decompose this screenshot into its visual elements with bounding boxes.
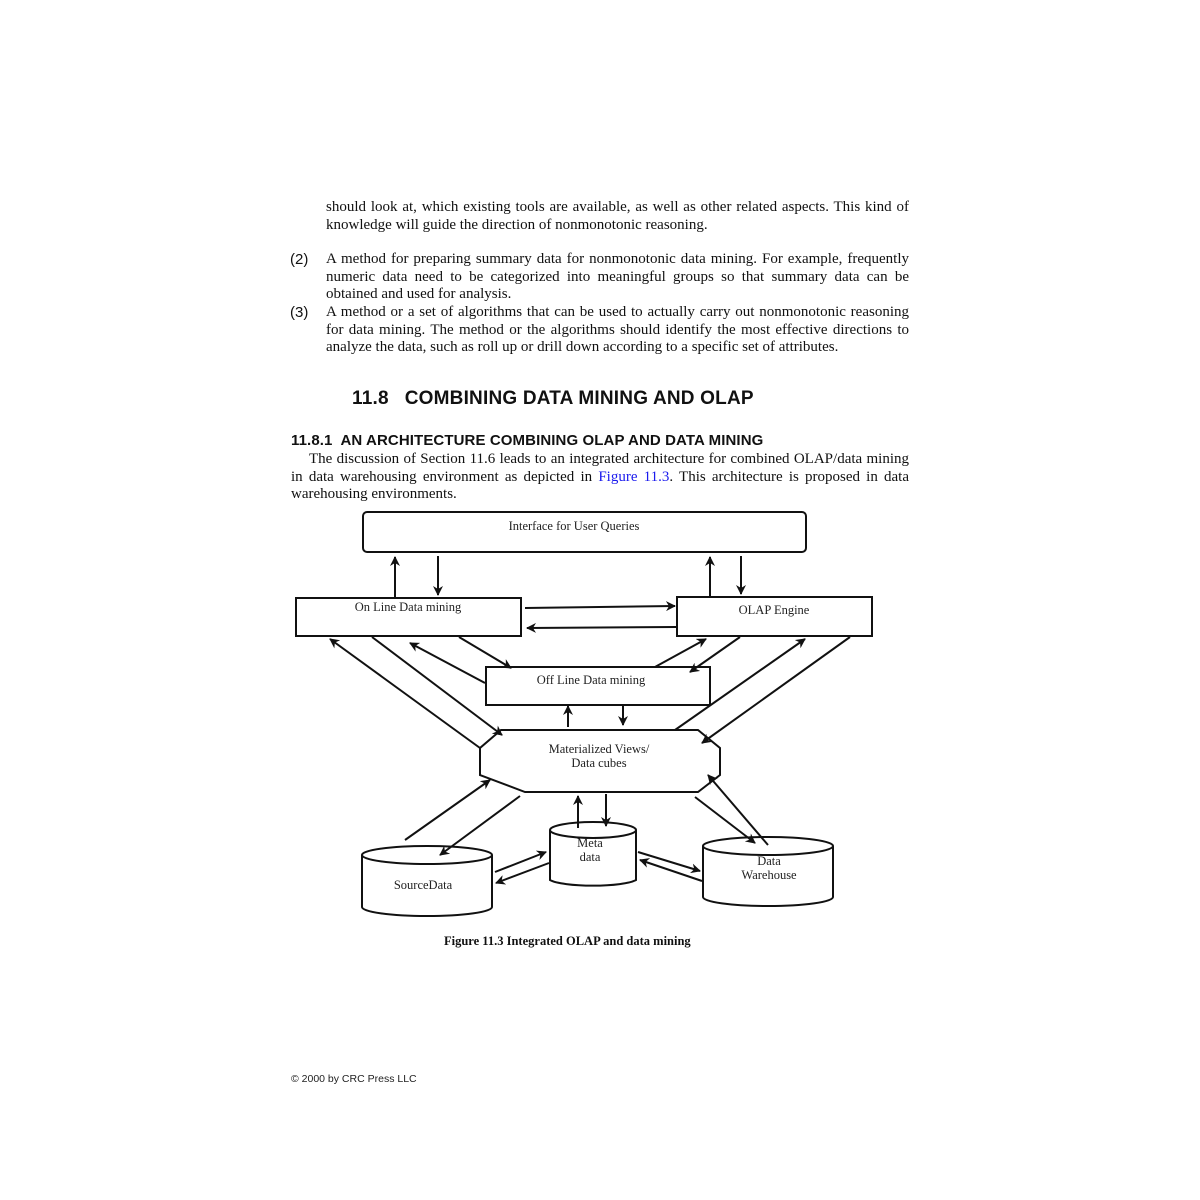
list-item-number: (2) [290,251,309,268]
body-text-after: . This architecture is proposed in data warehousing environments. [291,468,910,502]
list-item-text: A method or a set of algorithms that can be used to actually carry out nonmonotonic reasoning for data mining. The method or the algorithms should identify the most effective directions to analyze the data, such as roll up or drill down according to a specific set of attributes. [326,304,909,355]
figure-caption: Figure 11.3 Integrated OLAP and data mining [444,934,691,948]
subsection-number: 11.8.1 [291,432,333,449]
continuation-paragraph: should look at, which existing tools are available, as well as other related aspects. This kind of knowledge will guide the direction of nonmonotonic reasoning. [326,199,909,233]
source-data-label: SourceData [393,878,453,892]
offline-mining-label: Off Line Data mining [536,673,646,687]
section-number: 11.8 [352,388,389,409]
section-title: COMBINING DATA MINING AND OLAP [404,388,754,409]
body-text-before: The discussion of Section 11.6 leads to an integrated architecture for combined OLAP/data mining in data warehousing environment as depicted in [291,451,909,485]
figure-link[interactable]: Figure 11.3 [598,468,670,485]
warehouse-label-2: Warehouse [741,868,797,882]
interface-label: Interface for User Queries [508,519,640,533]
materialized-views-label-2: Data cubes [571,756,627,770]
list-item-text: A method for preparing summary data for nonmonotonic data mining. For example, frequently numeric data need to be categorized into meaningful groups so that summary data can be obtained and used for analysis. [326,251,909,302]
materialized-views-label-1: Materialized Views/ [548,742,650,756]
metadata-label-2: data [579,850,601,864]
olap-engine-label: OLAP Engine [738,603,810,617]
metadata-label-1: Meta [577,836,603,850]
copyright-footer: © 2000 by CRC Press LLC [291,1073,417,1085]
online-mining-label: On Line Data mining [354,600,462,614]
warehouse-label-1: Data [757,854,781,868]
list-item-number: (3) [290,304,309,321]
subsection-title: AN ARCHITECTURE COMBINING OLAP AND DATA MINING [340,432,764,449]
